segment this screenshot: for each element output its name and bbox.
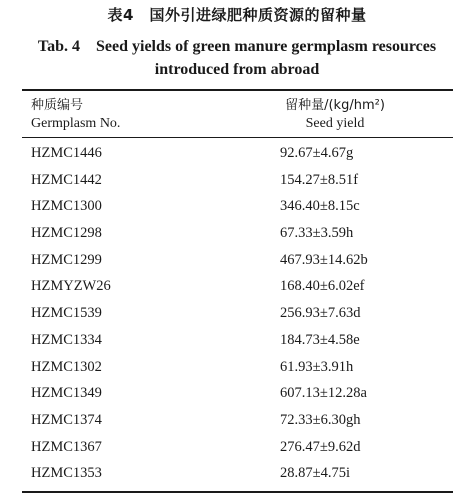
- seed-yield-cell: 607.13±12.28a: [280, 385, 367, 402]
- column-header-seed-yield: [265, 97, 405, 133]
- seed-yield-cell: 184.73±4.58e: [280, 331, 360, 348]
- table-row: [0, 357, 474, 384]
- germplasm-cell: HZMC1442: [31, 171, 102, 188]
- column-header-seed-yield-cn: 留种量/(kg/hm²): [285, 98, 385, 113]
- table-row: [0, 223, 474, 250]
- seed-yield-cell: 67.33±3.59h: [280, 225, 354, 242]
- germplasm-cell: HZMC1539: [31, 305, 102, 322]
- seed-yield-cell: 92.67±4.67g: [280, 145, 354, 161]
- table-row: [0, 170, 474, 197]
- table-title-en-line1: Tab. 4 Seed yields of green manure germplasm resources: [37, 38, 437, 55]
- germplasm-cell: HZMC1299: [31, 251, 102, 268]
- seed-yield-cell: 72.33±6.30gh: [280, 411, 361, 428]
- germplasm-cell: HZMC1446: [31, 145, 102, 161]
- seed-yield-cell: 256.93±7.63d: [280, 305, 361, 322]
- germplasm-cell: HZMC1334: [31, 331, 102, 348]
- seed-yield-cell: 28.87±4.75i: [280, 465, 350, 482]
- germplasm-cell: HZMC1300: [31, 198, 102, 215]
- germplasm-cell: HZMC1367: [31, 438, 102, 455]
- germplasm-cell: HZMC1298: [31, 225, 102, 242]
- table-body: [0, 143, 474, 490]
- seed-yield-cell: 467.93±14.62b: [280, 251, 368, 268]
- germplasm-cell: HZMYZW26: [31, 278, 111, 295]
- seed-yield-cell: 168.40±6.02ef: [280, 278, 365, 295]
- table-row: [0, 143, 474, 170]
- column-header-germplasm-cn: 种质编号: [31, 98, 84, 113]
- table-title-en-line2: introduced from abroad: [154, 61, 320, 78]
- seed-yield-cell: 61.93±3.91h: [280, 358, 354, 375]
- germplasm-cell: HZMC1349: [31, 385, 102, 402]
- table-row: [0, 303, 474, 330]
- table-row: [0, 410, 474, 437]
- germplasm-cell: HZMC1374: [31, 411, 102, 428]
- seed-yield-cell: 346.40±8.15c: [280, 198, 360, 215]
- table-row: [0, 196, 474, 223]
- germplasm-cell: HZMC1353: [31, 465, 102, 482]
- column-header-seed-yield-en: Seed yield: [305, 116, 365, 131]
- germplasm-cell: HZMC1302: [31, 358, 102, 375]
- table-top-rule: [22, 89, 453, 91]
- column-header-germplasm: [31, 97, 120, 133]
- table-row: [0, 463, 474, 490]
- table-row: [0, 437, 474, 464]
- table-row: [0, 383, 474, 410]
- table-row: [0, 330, 474, 357]
- seed-yield-cell: 276.47±9.62d: [280, 438, 361, 455]
- table-row: [0, 250, 474, 277]
- table-title-cn: 表4 国外引进绿肥种质资源的留种量: [107, 6, 367, 24]
- table-row: [0, 276, 474, 303]
- column-header-germplasm-en: Germplasm No.: [31, 116, 121, 131]
- table-bottom-rule: [22, 491, 453, 493]
- table-header-rule: [22, 137, 453, 138]
- seed-yield-cell: 154.27±8.51f: [280, 171, 359, 188]
